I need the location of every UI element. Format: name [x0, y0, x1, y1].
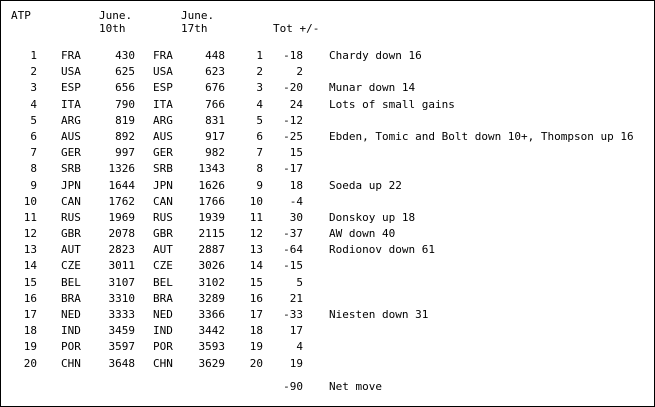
row-points-june10: 3648 [108, 356, 135, 370]
footer-net-move [1, 379, 655, 395]
row-country-june17: RUS [153, 210, 173, 224]
row-points-june10: 3011 [108, 259, 135, 273]
row-note: AW down 40 [329, 227, 396, 241]
row-rank-june10: 18 [23, 324, 37, 338]
row-country-june10: JPN [61, 178, 81, 192]
row-note: Ebden, Tomic and Bolt down 10+, Thompson up 16 [329, 129, 634, 143]
row-country-june17: AUS [153, 129, 173, 143]
table-row [1, 258, 655, 274]
table-row [1, 194, 655, 210]
row-country-june17: JPN [153, 178, 173, 192]
row-country-june10: RUS [61, 210, 81, 224]
header-date2-line2: 17th [181, 22, 208, 35]
row-country-june17: GBR [153, 227, 173, 241]
row-points-june10: 1969 [108, 210, 135, 224]
row-country-june10: GBR [61, 227, 81, 241]
row-total-diff: -18 [283, 49, 303, 62]
row-note: Donskoy up 18 [329, 210, 416, 224]
row-country-june10: POR [61, 340, 81, 354]
row-total-diff: 30 [289, 210, 303, 224]
row-points-june17: 623 [205, 65, 225, 79]
row-rank-june17: 18 [249, 324, 263, 338]
row-rank-june10: 12 [23, 227, 37, 241]
table-row [1, 113, 655, 129]
row-points-june17: 3593 [198, 340, 225, 354]
row-total-diff: -15 [283, 259, 303, 273]
header-atp-label: ATP [11, 9, 31, 22]
row-country-june10: IND [61, 324, 81, 338]
row-points-june17: 1939 [198, 210, 225, 224]
row-rank-june17: 8 [256, 162, 263, 176]
row-country-june10: SRB [61, 162, 81, 176]
row-country-june10: AUT [61, 243, 81, 257]
row-country-june17: NED [153, 308, 173, 321]
row-points-june10: 3459 [108, 324, 135, 338]
row-rank-june17: 10 [249, 194, 263, 208]
row-rank-june10: 1 [30, 49, 37, 62]
row-country-june17: FRA [153, 49, 173, 62]
row-country-june10: CAN [61, 194, 81, 208]
header-total-label: Tot +/- [273, 22, 320, 35]
row-country-june10: FRA [61, 49, 81, 62]
row-points-june17: 982 [205, 146, 225, 160]
row-rank-june10: 9 [30, 178, 37, 192]
row-rank-june10: 15 [23, 275, 37, 289]
table-row [1, 339, 655, 355]
row-rank-june10: 2 [30, 65, 37, 79]
row-total-diff: 17 [289, 324, 303, 338]
header-date2-line1: June. [181, 9, 215, 22]
row-rank-june10: 19 [23, 340, 37, 354]
row-country-june17: USA [153, 65, 173, 79]
header-date1-line1: June. [99, 9, 133, 22]
row-rank-june10: 17 [23, 308, 37, 321]
row-points-june17: 2887 [198, 243, 225, 257]
row-note: Rodionov down 61 [329, 243, 435, 257]
row-rank-june10: 16 [23, 291, 37, 305]
row-points-june17: 766 [205, 97, 225, 111]
row-rank-june17: 16 [249, 291, 263, 305]
row-points-june10: 1762 [108, 194, 135, 208]
footer-net-label: Net move [329, 380, 382, 393]
row-rank-june17: 1 [256, 49, 263, 62]
row-rank-june17: 4 [256, 97, 263, 111]
table-row [1, 323, 655, 339]
row-total-diff: -64 [283, 243, 303, 257]
table-body [1, 48, 655, 372]
row-points-june17: 3026 [198, 259, 225, 273]
row-country-june10: CZE [61, 259, 81, 273]
row-total-diff: 24 [289, 97, 303, 111]
row-note: Chardy down 16 [329, 49, 422, 62]
row-points-june10: 2078 [108, 227, 135, 241]
row-points-june17: 917 [205, 129, 225, 143]
row-rank-june17: 6 [256, 129, 263, 143]
row-country-june17: POR [153, 340, 173, 354]
row-rank-june17: 11 [249, 210, 263, 224]
row-rank-june17: 9 [256, 178, 263, 192]
table-row [1, 275, 655, 291]
header-date1-line2: 10th [99, 22, 126, 35]
row-country-june17: AUT [153, 243, 173, 257]
row-country-june17: BEL [153, 275, 173, 289]
row-country-june17: ARG [153, 113, 173, 127]
row-total-diff: -37 [283, 227, 303, 241]
row-points-june10: 790 [115, 97, 135, 111]
row-rank-june17: 13 [249, 243, 263, 257]
row-rank-june10: 3 [30, 81, 37, 95]
row-country-june10: CHN [61, 356, 81, 370]
row-note: Soeda up 22 [329, 178, 402, 192]
table-row [1, 64, 655, 80]
row-country-june17: ESP [153, 81, 173, 95]
table-row [1, 210, 655, 226]
row-total-diff: 4 [296, 340, 303, 354]
row-points-june10: 430 [115, 49, 135, 62]
table-row [1, 307, 655, 323]
row-total-diff: -4 [289, 194, 303, 208]
row-total-diff: -17 [283, 162, 303, 176]
row-points-june10: 3333 [108, 308, 135, 321]
row-points-june10: 3310 [108, 291, 135, 305]
row-total-diff: 19 [289, 356, 303, 370]
table-row [1, 242, 655, 258]
row-rank-june17: 15 [249, 275, 263, 289]
row-points-june17: 831 [205, 113, 225, 127]
row-country-june17: ITA [153, 97, 173, 111]
row-country-june10: USA [61, 65, 81, 79]
row-country-june17: GER [153, 146, 173, 160]
row-total-diff: 2 [296, 65, 303, 79]
row-points-june17: 3366 [198, 308, 225, 321]
row-rank-june10: 4 [30, 97, 37, 111]
row-country-june17: IND [153, 324, 173, 338]
row-country-june10: ARG [61, 113, 81, 127]
row-total-diff: 21 [289, 291, 303, 305]
row-total-diff: 18 [289, 178, 303, 192]
row-country-june10: ITA [61, 97, 81, 111]
row-points-june10: 997 [115, 146, 135, 160]
row-rank-june10: 8 [30, 162, 37, 176]
row-total-diff: -12 [283, 113, 303, 127]
row-rank-june17: 5 [256, 113, 263, 127]
row-points-june17: 1766 [198, 194, 225, 208]
row-rank-june17: 19 [249, 340, 263, 354]
row-rank-june17: 3 [256, 81, 263, 95]
table-row [1, 161, 655, 177]
row-points-june10: 1644 [108, 178, 135, 192]
row-points-june10: 2823 [108, 243, 135, 257]
row-total-diff: -25 [283, 129, 303, 143]
table-row [1, 226, 655, 242]
row-country-june10: NED [61, 308, 81, 321]
table-row [1, 356, 655, 372]
row-points-june17: 3289 [198, 291, 225, 305]
row-points-june17: 448 [205, 49, 225, 62]
row-total-diff: -33 [283, 308, 303, 321]
row-points-june17: 3629 [198, 356, 225, 370]
table-row [1, 178, 655, 194]
row-rank-june17: 12 [249, 227, 263, 241]
row-country-june17: SRB [153, 162, 173, 176]
row-country-june17: CHN [153, 356, 173, 370]
table-row [1, 129, 655, 145]
row-points-june17: 3442 [198, 324, 225, 338]
row-points-june10: 892 [115, 129, 135, 143]
row-total-diff: 15 [289, 146, 303, 160]
row-rank-june10: 14 [23, 259, 37, 273]
row-rank-june10: 5 [30, 113, 37, 127]
row-country-june10: BRA [61, 291, 81, 305]
row-rank-june10: 11 [23, 210, 37, 224]
row-note: Lots of small gains [329, 97, 455, 111]
row-country-june10: ESP [61, 81, 81, 95]
row-total-diff: 5 [296, 275, 303, 289]
table-row [1, 97, 655, 113]
footer-net-value: -90 [283, 380, 303, 393]
row-points-june17: 1343 [198, 162, 225, 176]
row-points-june17: 1626 [198, 178, 225, 192]
row-points-june17: 2115 [198, 227, 225, 241]
row-note: Niesten down 31 [329, 308, 429, 321]
row-rank-june17: 17 [249, 308, 263, 321]
row-rank-june10: 7 [30, 146, 37, 160]
row-points-june10: 656 [115, 81, 135, 95]
row-country-june10: BEL [61, 275, 81, 289]
row-points-june17: 676 [205, 81, 225, 95]
row-total-diff: -20 [283, 81, 303, 95]
row-country-june10: AUS [61, 129, 81, 143]
row-rank-june17: 20 [249, 356, 263, 370]
row-country-june17: BRA [153, 291, 173, 305]
row-country-june17: CZE [153, 259, 173, 273]
row-points-june10: 3107 [108, 275, 135, 289]
row-rank-june10: 10 [23, 194, 37, 208]
table-row [1, 80, 655, 96]
table-row [1, 291, 655, 307]
table-row [1, 145, 655, 161]
row-country-june10: GER [61, 146, 81, 160]
row-country-june17: CAN [153, 194, 173, 208]
row-points-june10: 1326 [108, 162, 135, 176]
row-rank-june17: 14 [249, 259, 263, 273]
row-points-june10: 819 [115, 113, 135, 127]
row-points-june10: 3597 [108, 340, 135, 354]
row-note: Munar down 14 [329, 81, 416, 95]
row-rank-june10: 20 [23, 356, 37, 370]
row-rank-june10: 13 [23, 243, 37, 257]
row-rank-june17: 2 [256, 65, 263, 79]
row-rank-june10: 6 [30, 129, 37, 143]
row-rank-june17: 7 [256, 146, 263, 160]
row-points-june17: 3102 [198, 275, 225, 289]
row-points-june10: 625 [115, 65, 135, 79]
table-row [1, 48, 655, 64]
